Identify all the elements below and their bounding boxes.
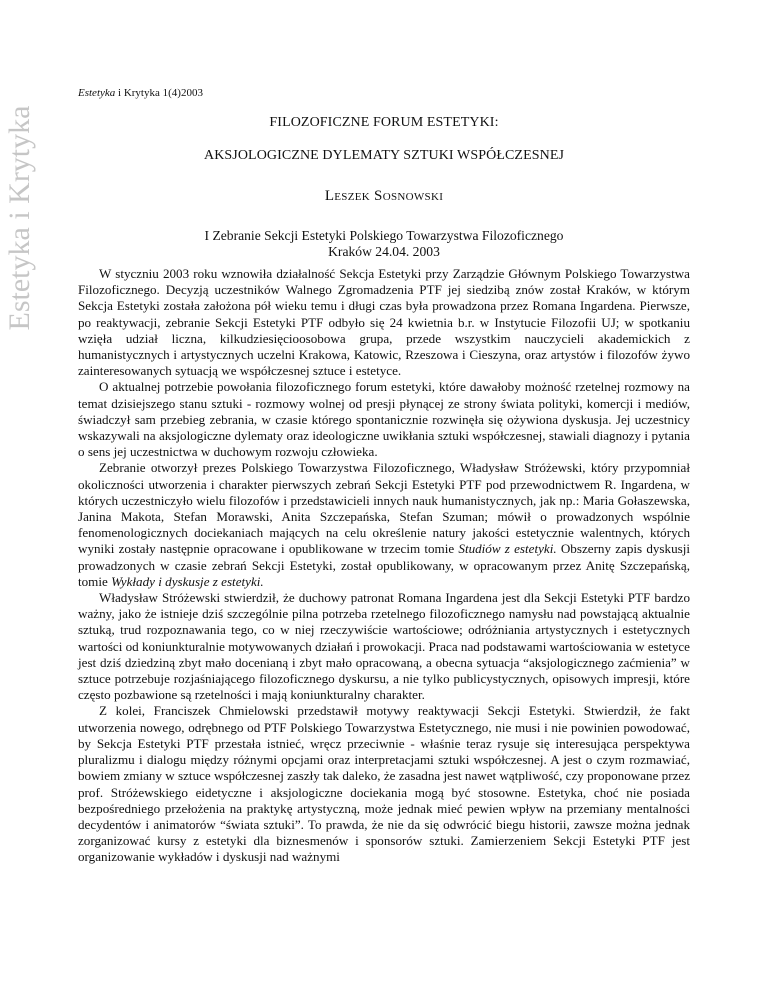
running-head-journal: Estetyka	[78, 87, 116, 99]
meeting-line-1: I Zebranie Sekcji Estetyki Polskiego Towarzystwa Filozoficznego	[204, 228, 564, 243]
paragraph-4: Władysław Stróżewski stwierdził, że duchowy patronat Romana Ingardena jest dla Sekcji Estetyki PTF bardzo ważny, jako że istnieje dziś szczególnie pilna potrzeba rzetelnego filozoficznego namysłu nad powstającą aktualnie sztuką, trud rozpoznawania tego, co w niej rzeczywiście wartościowe; odróżniania artystycznych i estetycznych wartości od koniunkturalnie motywowanych działań i prowokacji. Praca nad podstawami wartościowania w estetyce jest dziś dziedziną zbyt mało docenianą i zbyt mało opracowaną, a obecna sytuacja “aksjologicznego zaćmienia” w sztuce potrzebuje rozjaśniającego filozoficznego dyskursu, a nie tylko publicystycznych, opisowych impresji, które często pozbawione są rzetelności i mają koniunkturalny charakter.	[78, 590, 690, 703]
journal-watermark: Estetyka i Krytyka	[3, 105, 36, 331]
meeting-line-2: Kraków 24.04. 2003	[328, 244, 440, 259]
meeting-info	[0, 228, 768, 260]
paragraph-5: Z kolei, Franciszek Chmielowski przedstawił motywy reaktywacji Sekcji Estetyki. Stwierdził, że fakt utworzenia nowego, odrębnego od PTF Polskiego Towarzystwa Estetycznego, nie musi i nie powinien powodować, by Sekcja Estetyki PTF przestała istnieć, wręcz przeciwnie - właśnie teraz rysuje się interesująca perspektywa pluralizmu i dialogu między różnymi opcjami oraz interpretacjami sztuki współczesnej. A jest o czym rozmawiać, bowiem zmiany w sztuce współczesnej zaszły tak daleko, że zasadna jest nawet wątpliwość, czy proponowane przez prof. Stróżewskiego eidetyczne i aksjologiczne dociekania mogą być stosowne. Estetyka, choć nie posiada bezpośredniego przełożenia na praktykę artystyczną, może jednak mieć pewien wpływ na przemiany mentalności decydentów i animatorów “świata sztuki”. To prawda, że nie da się odwrócić biegu historii, zawsze można jednak zorganizować kursy z estetyki dla biznesmenów i sponsorów sztuki. Zamierzeniem Sekcji Estetyki PTF jest organizowanie wykładów i dyskusji nad ważnymi	[78, 703, 690, 865]
article-body	[78, 266, 690, 866]
paragraph-1: W styczniu 2003 roku wznowiła działalność Sekcja Estetyki przy Zarządzie Głównym Polskiego Towarzystwa Filozoficznego. Decyzją uczestników Walnego Zgromadzenia PTF jej siedzibą znów został Kraków, w którym Sekcja Estetyki została założona pół wieku temu i długi czas była prowadzona przez Romana Ingardena. Pierwsze, po reaktywacji, zebranie Sekcji Estetyki PTF odbyło się 24 kwietnia b.r. w Instytucie Filozofii UJ; w spotkaniu wzięła udział liczna, kilkudziesięcioosobowa grupa, przede wszystkim nauczycieli akademickich z humanistycznych i artystycznych uczelni Krakowa, Katowic, Rzeszowa i Cieszyna, oraz artystów i filozofów żywo zainteresowanych sytuacją we współczesnej sztuce i estetyce.	[78, 266, 690, 379]
paragraph-3	[78, 460, 690, 590]
title-line-2: AKSJOLOGICZNE DYLEMATY SZTUKI WSPÓŁCZESNEJ	[203, 148, 565, 163]
paragraph-3-part-1: Zebranie otworzył prezes Polskiego Towarzystwa Filozoficznego, Władysław Stróżewski, który przypomniał okoliczności utworzenia i charakter pierwszych zebrań Sekcji Estetyki PTF pod przewodnictwem R. Ingardena, w których uczestniczyło wielu filozofów i przedstawicieli innych nauk humanistycznych, jak np.: Maria Gołaszewska, Janina Makota, Stefan Morawski, Anita Szczepańska, Stefan Szuman; mówił o prowadzonych wspólnie fenomenologicznych dociekaniach mających na celu określenie natury jakości estetycznie walentnych, których wyniki zostały następnie opracowane i opublikowane w trzecim tomie	[78, 460, 690, 557]
title-line-1: FILOZOFICZNE FORUM ESTETYKI:	[269, 115, 499, 130]
running-head-issue: i Krytyka 1(4)2003	[115, 87, 203, 99]
running-head	[78, 87, 203, 100]
book-title-studia: Studiów z estetyki.	[458, 541, 557, 557]
paragraph-2: O aktualnej potrzebie powołania filozoficznego forum estetyki, które dawałoby możność rzetelnej rozmowy na temat dzisiejszego stanu sztuki - rozmowy wolnej od presji płynącej ze strony świata polityki, komercji i mediów, świadczył sam przebieg zebrania, w czasie którego spontanicznie rozwinęła się ożywiona dyskusja. Jej uczestnicy wskazywali na aksjologiczne dylematy oraz ideologiczne uwikłania sztuki współczesnej, stawiali diagnozy i pytania o sens jej uczestnictwa w duchowym rozwoju człowieka.	[78, 379, 690, 460]
paragraph-3-part-2: Obszerny zapis dyskusji prowadzonych w czasie zebrań Sekcji Estetyki, został opublikowany, w opracowanym przez Anitę Szczepańską, tomie	[78, 541, 690, 589]
book-title-wyklady: Wykłady i dyskusje z estetyki.	[111, 573, 264, 589]
author-name: Leszek Sosnowski	[324, 188, 444, 204]
